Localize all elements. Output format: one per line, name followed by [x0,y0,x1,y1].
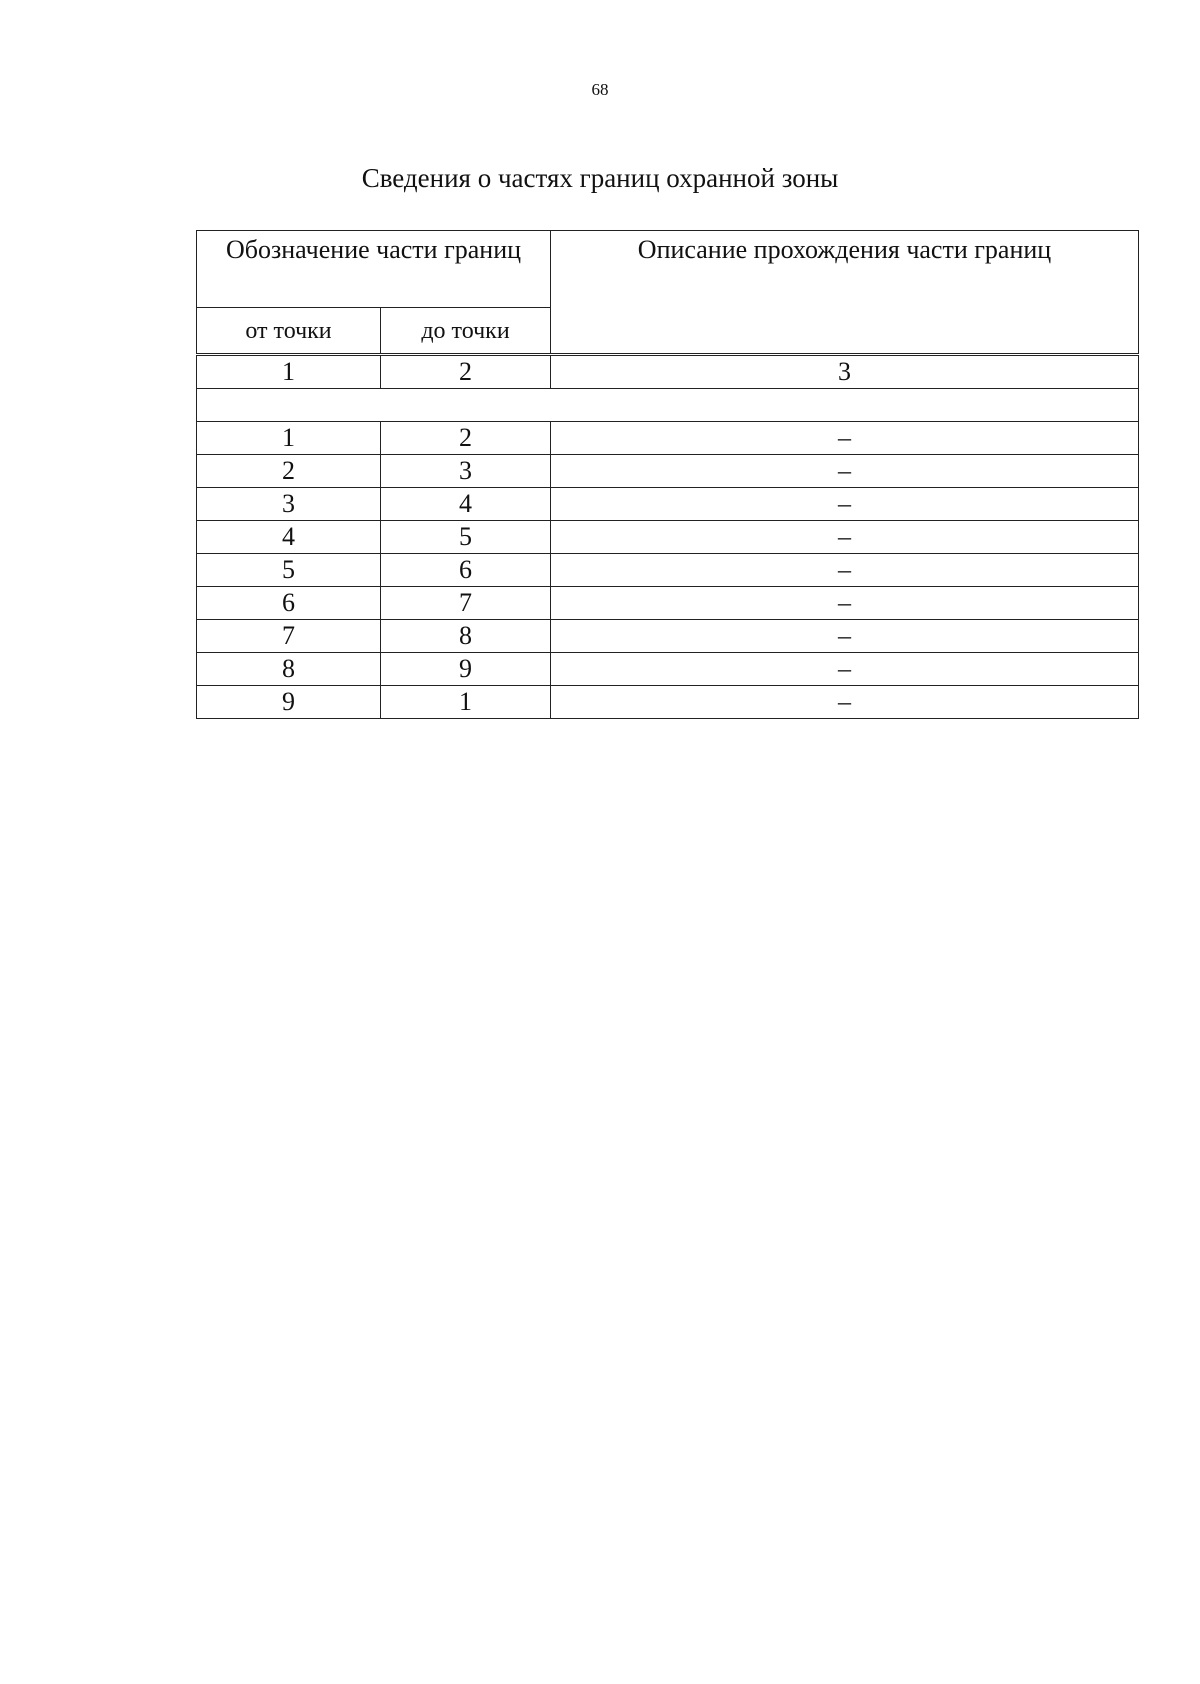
table-row [197,422,1139,455]
column-number: 1 [197,355,381,389]
from-point-cell: 9 [197,686,381,719]
header-from-point: от точки [197,308,381,355]
to-point-cell: 9 [381,653,551,686]
page-title: Сведения о частях границ охранной зоны [361,163,839,193]
to-point-cell: 2 [381,422,551,455]
to-point-cell: 8 [381,620,551,653]
description-cell: – [551,455,1139,488]
header-boundary-description: Описание прохождения части границ [551,231,1139,355]
to-point-cell: 6 [381,554,551,587]
to-point-cell: 3 [381,455,551,488]
from-point-cell: 6 [197,587,381,620]
table-row [197,620,1139,653]
column-number: 2 [381,355,551,389]
boundary-parts-table [196,230,1139,719]
to-point-cell: 4 [381,488,551,521]
to-point-cell: 1 [381,686,551,719]
to-point-cell: 7 [381,587,551,620]
empty-cell [197,389,1139,422]
from-point-cell: 1 [197,422,381,455]
description-cell: – [551,587,1139,620]
column-number-row [197,355,1139,389]
column-number: 3 [551,355,1139,389]
header-to-point: до точки [381,308,551,355]
header-boundary-designation: Обозначение части границ [197,231,551,308]
from-point-cell: 8 [197,653,381,686]
table-body [197,231,1139,719]
table-row [197,521,1139,554]
table-row [197,653,1139,686]
table-row [197,488,1139,521]
description-cell: – [551,620,1139,653]
from-point-cell: 7 [197,620,381,653]
table-row [197,455,1139,488]
table-row [197,587,1139,620]
description-cell: – [551,521,1139,554]
description-cell: – [551,686,1139,719]
description-cell: – [551,422,1139,455]
table-header-row [197,231,1139,308]
from-point-cell: 5 [197,554,381,587]
description-cell: – [551,653,1139,686]
to-point-cell: 5 [381,521,551,554]
from-point-cell: 4 [197,521,381,554]
table-row [197,554,1139,587]
description-cell: – [551,488,1139,521]
description-cell: – [551,554,1139,587]
from-point-cell: 2 [197,455,381,488]
from-point-cell: 3 [197,488,381,521]
page-number: 68 [591,80,609,99]
empty-section-row [197,389,1139,422]
table-row [197,686,1139,719]
